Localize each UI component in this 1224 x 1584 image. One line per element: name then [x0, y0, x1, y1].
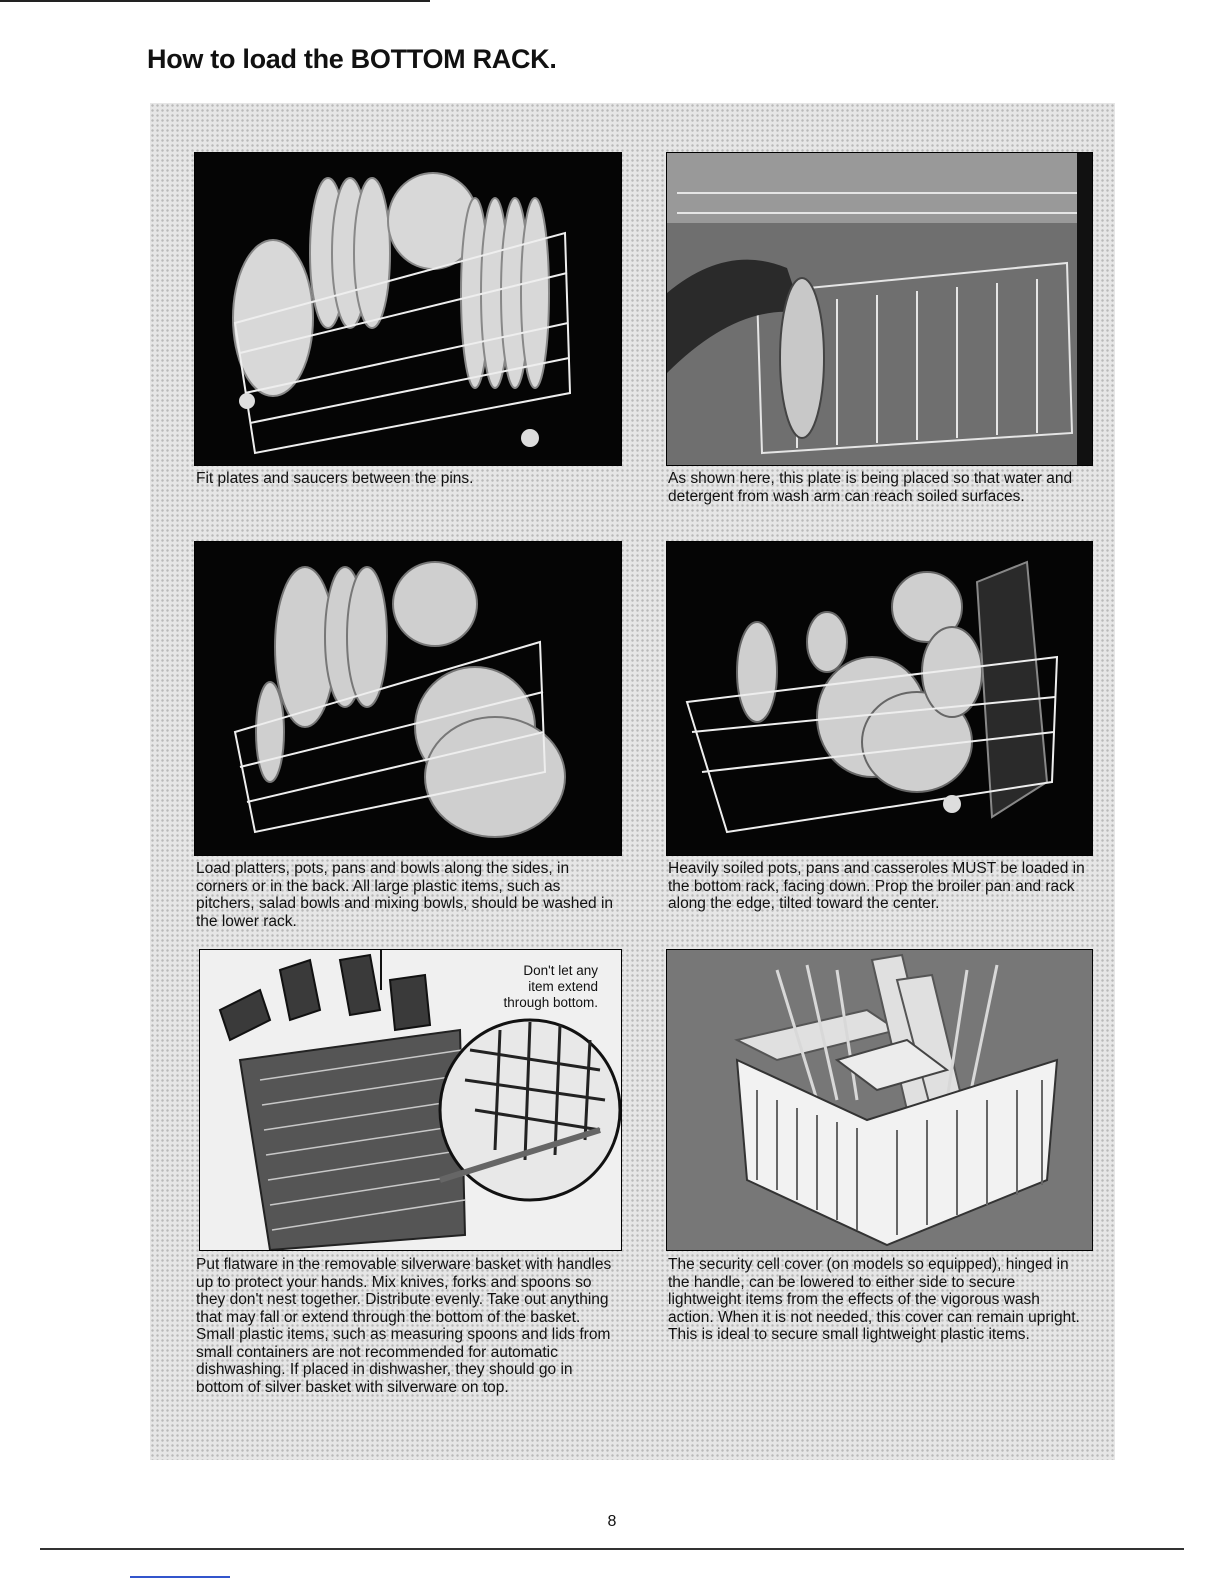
photo-plate-placement	[666, 152, 1093, 466]
photo-security-cell-cover	[666, 949, 1093, 1251]
top-rule	[0, 0, 430, 2]
caption-silverware-basket: Put flatware in the removable silverware basket with handles up to protect your hands. Mix knives, forks and spoons so they don't nest together. Distribute evenly. Take out anything that may fall or extend through the bottom of the basket. Small plastic items, such as measuring spoons and lids from small containers are not recommended for automatic dishwashing. If placed in dishwasher, they should go in bottom of silver basket with silverware on top.	[196, 1256, 612, 1396]
caption-plates-in-rack: Fit plates and saucers between the pins.	[196, 470, 474, 487]
photo-platters-and-bowls	[194, 541, 622, 856]
caption-plate-placement: As shown here, this plate is being placed so that water and detergent from wash arm can reach soiled surfaces.	[668, 470, 1073, 505]
caption-security-cell-cover: The security cell cover (on models so equipped), hinged in the handle, can be lowered to either side to secure lightweight items from the effects of the vigorous wash action. When it is not needed, this cover can remain upright. This is ideal to secure small lightweight plastic items.	[668, 1256, 1080, 1343]
callout-line: item extend	[528, 979, 598, 994]
caption-platters-and-bowls: Load platters, pots, pans and bowls along the sides, in corners or in the back. All large plastic items, such as pitchers, salad bowls and mixing bowls, should be washed in the lower rack.	[196, 860, 614, 930]
page-number: 8	[607, 1513, 617, 1530]
caption-soiled-pots: Heavily soiled pots, pans and casseroles MUST be loaded in the bottom rack, facing down. Prop the broiler pan and rack along the edge, tilted toward the center.	[668, 860, 1085, 912]
page-title: How to load the BOTTOM RACK.	[147, 44, 557, 74]
callout-line: Don't let any	[523, 963, 598, 978]
photo-soiled-pots	[666, 541, 1093, 856]
bottom-accent-rule	[130, 1576, 230, 1578]
photo-plates-in-rack	[194, 152, 622, 466]
callout-text	[470, 963, 598, 1011]
bottom-rule	[40, 1548, 1184, 1550]
callout-line: through bottom.	[503, 995, 598, 1010]
